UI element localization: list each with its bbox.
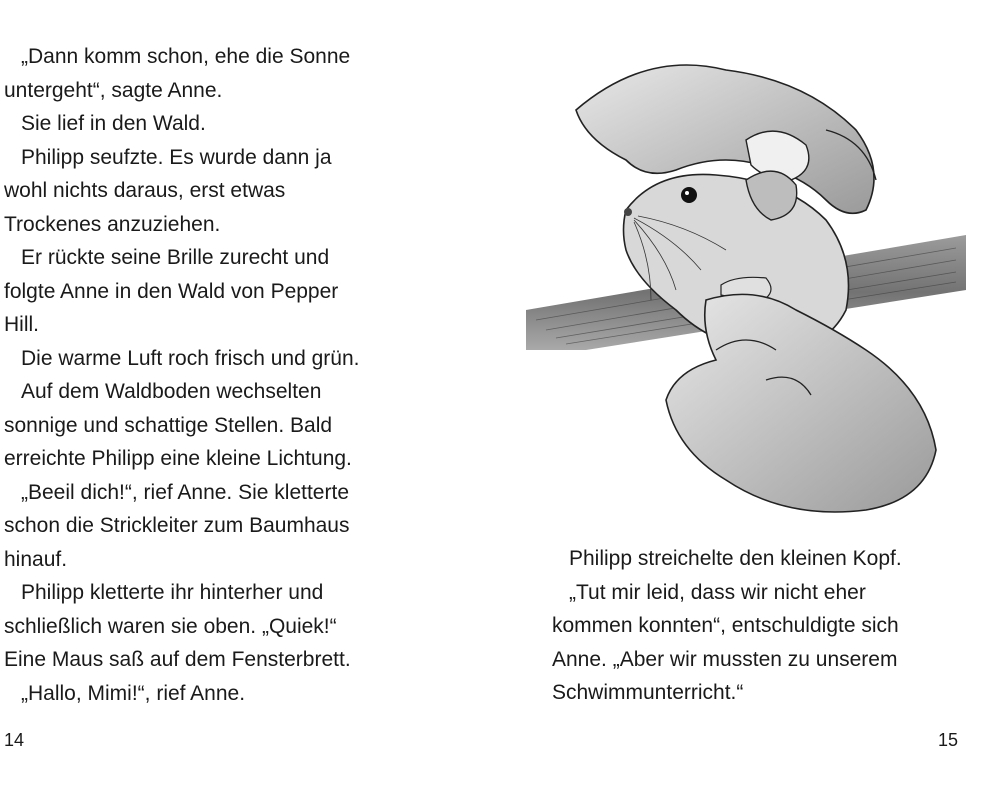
left-page-text <box>4 40 484 710</box>
text-line: Schwimmunterricht.“ <box>552 681 744 704</box>
mouse-eye <box>681 187 697 203</box>
page-number-left: 14 <box>4 730 25 750</box>
text-line: wohl nichts daraus, erst etwas <box>4 179 286 202</box>
text-line: Anne. „Aber wir mussten zu unserem <box>552 647 898 671</box>
right-page <box>500 0 1000 800</box>
text-line: „Beeil dich!“, rief Anne. Sie kletterte <box>21 480 349 504</box>
text-line: Trockenes anzuziehen. <box>4 212 221 236</box>
text-line: untergeht“, sagte Anne. <box>4 78 223 102</box>
text-line: Die warme Luft roch frisch und grün. <box>21 346 360 370</box>
text-line: Hill. <box>4 313 39 336</box>
text-line: Philipp streichelte den kleinen Kopf. <box>569 547 902 570</box>
text-line: Eine Maus saß auf dem Fensterbrett. <box>4 648 351 671</box>
text-line: Philipp seufzte. Es wurde dann ja <box>21 145 332 169</box>
mouse-in-hand-illustration <box>526 50 966 520</box>
mouse-nose <box>624 208 632 216</box>
text-line: erreichte Philipp eine kleine Lichtung. <box>4 447 352 470</box>
text-line: „Hallo, Mimi!“, rief Anne. <box>21 681 246 705</box>
text-line: „Dann komm schon, ehe die Sonne <box>21 45 351 68</box>
text-line: schließlich waren sie oben. „Quiek!“ <box>4 614 337 638</box>
text-line: schon die Strickleiter zum Baumhaus <box>4 514 350 537</box>
page-number-right: 15 <box>937 730 958 750</box>
text-line: „Tut mir leid, dass wir nicht eher <box>569 580 866 604</box>
text-line: folgte Anne in den Wald von Pepper <box>4 279 339 303</box>
text-line: hinauf. <box>4 547 68 571</box>
bottom-hand <box>666 294 936 512</box>
text-line: sonnige und schattige Stellen. Bald <box>4 413 333 437</box>
text-line: Auf dem Waldboden wechselten <box>21 380 322 403</box>
text-line: Sie lief in den Wald. <box>21 112 206 135</box>
text-line: Philipp kletterte ihr hinterher und <box>21 581 324 604</box>
right-page-text <box>552 542 992 710</box>
text-line: Er rückte seine Brille zurecht und <box>21 246 330 269</box>
text-line: kommen konnten“, entschuldigte sich <box>552 614 899 637</box>
